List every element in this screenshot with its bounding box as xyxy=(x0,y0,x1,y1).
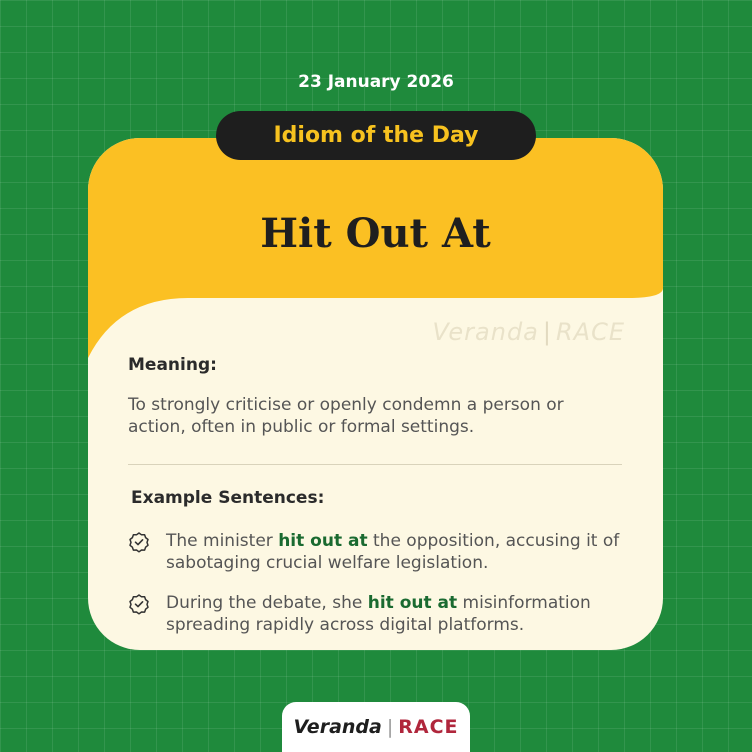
date-label: 23 January 2026 xyxy=(298,72,454,92)
examples-label: Example Sentences: xyxy=(131,488,325,508)
example-item-2 xyxy=(128,592,628,636)
example-highlight: hit out at xyxy=(278,531,368,551)
example-text: The minister hit out at the opposition, accusing it of sabotaging crucial welfare legislation. xyxy=(166,531,620,573)
idiom-badge: Idiom of the Day xyxy=(216,111,536,160)
check-circle-icon xyxy=(128,531,150,553)
meaning-label: Meaning: xyxy=(128,355,217,375)
example-text: During the debate, she hit out at misinformation spreading rapidly across digital platforms. xyxy=(166,593,591,635)
example-highlight: hit out at xyxy=(367,593,458,613)
logo-brand: Veranda xyxy=(293,716,382,738)
meaning-text: To strongly criticise or openly condemn a person or action, often in public or formal settings. xyxy=(128,395,564,437)
idiom-card xyxy=(88,138,663,650)
logo-partner: RACE xyxy=(398,716,459,738)
idiom-title: Hit Out At xyxy=(260,210,491,257)
watermark-partner: RACE xyxy=(555,318,625,346)
watermark-logo: Veranda | RACE xyxy=(432,318,625,346)
check-circle-icon xyxy=(128,593,150,615)
footer-logo xyxy=(282,702,470,752)
watermark-brand: Veranda xyxy=(432,318,539,346)
logo-separator: | xyxy=(386,716,394,738)
example-item-1 xyxy=(128,530,628,574)
divider xyxy=(128,464,622,465)
